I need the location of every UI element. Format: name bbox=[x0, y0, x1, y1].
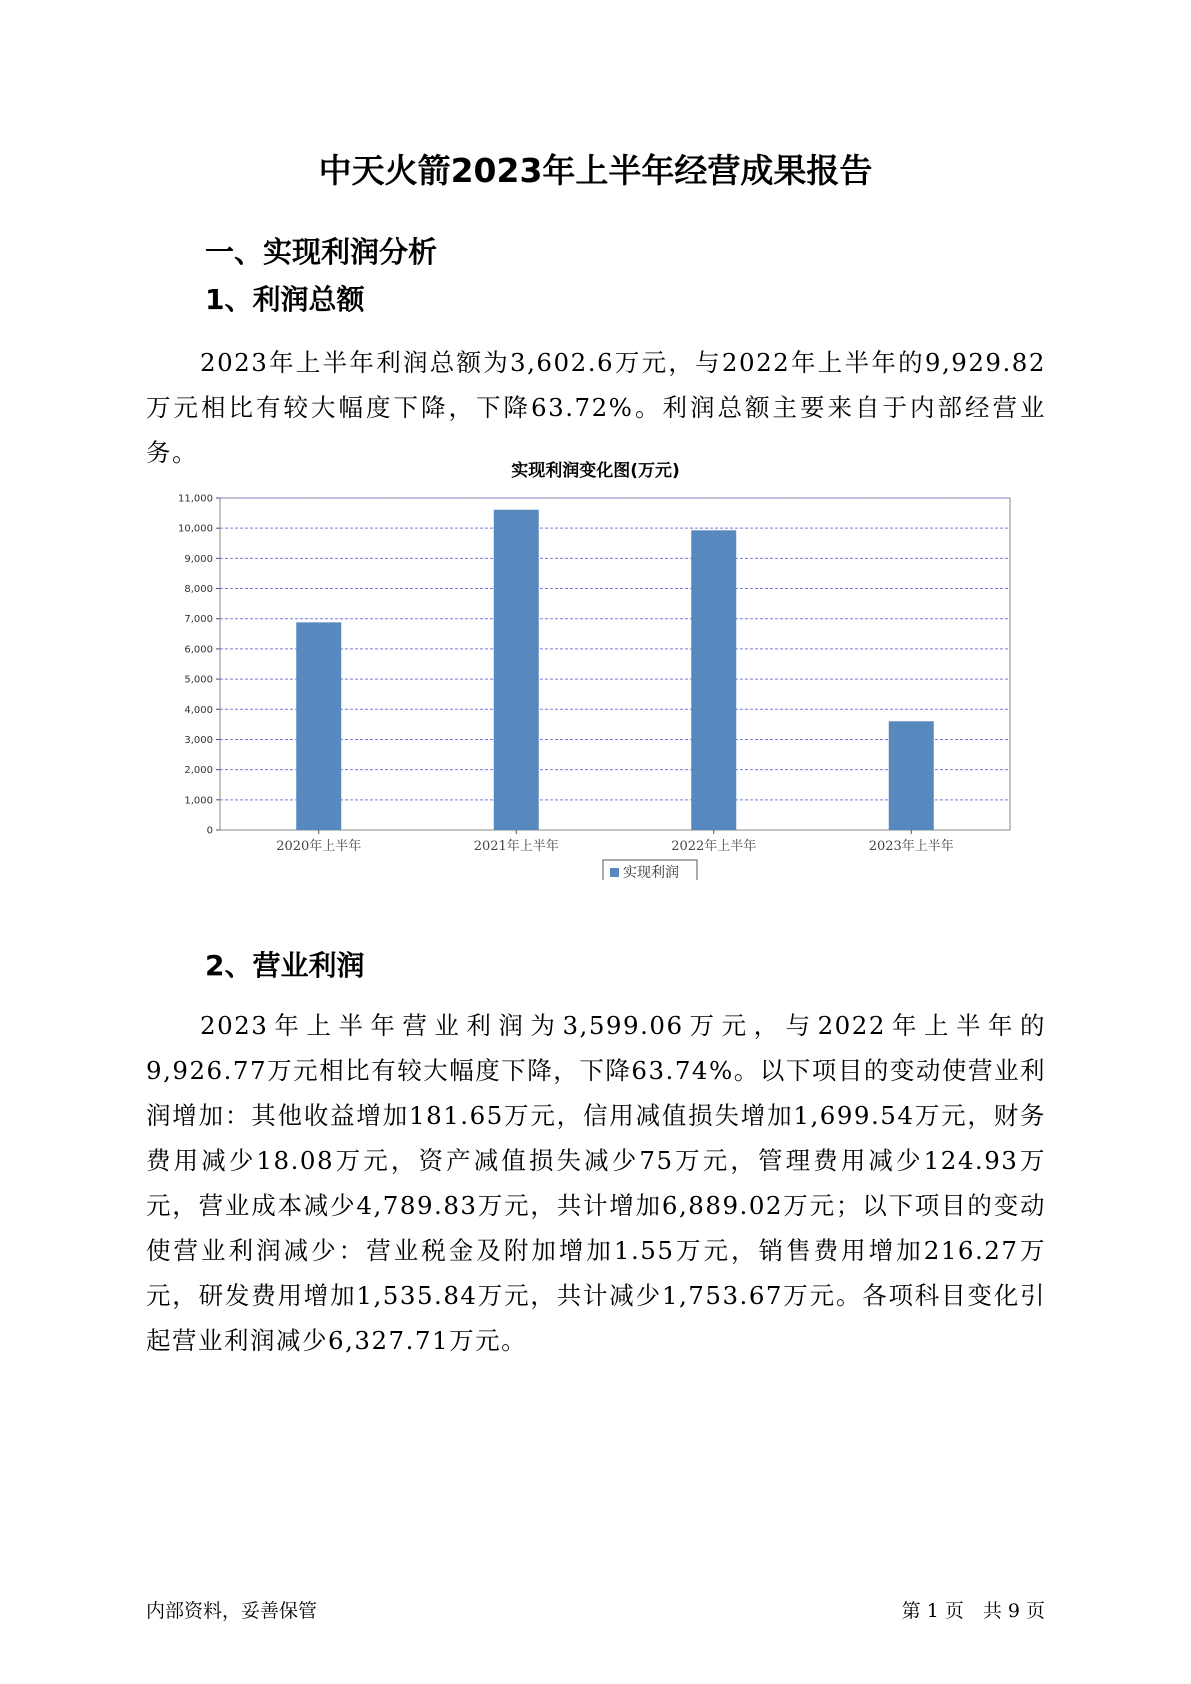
y-tick-label: 6,000 bbox=[184, 644, 213, 656]
y-tick-label: 2,000 bbox=[184, 765, 213, 777]
page-title: 中天火箭2023年上半年经营成果报告 bbox=[318, 151, 873, 190]
y-tick-label: 5,000 bbox=[184, 674, 213, 686]
x-tick-label: 2021年上半年 bbox=[473, 839, 559, 854]
x-tick-label: 2023年上半年 bbox=[868, 839, 954, 854]
y-tick-label: 0 bbox=[206, 825, 213, 837]
x-tick-label: 2020年上半年 bbox=[276, 839, 362, 854]
bar bbox=[889, 721, 934, 830]
subsection-heading-operating-profit: 2、营业利润 bbox=[205, 949, 365, 982]
x-tick-label: 2022年上半年 bbox=[671, 839, 757, 854]
profit-bar-chart bbox=[160, 490, 1040, 880]
bar bbox=[691, 530, 736, 830]
paragraph-total-profit: 2023年上半年利润总额为3,602.6万元，与2022年上半年的9,929.82万元相比有较大幅度下降，下降63.72%。利润总额主要来自于内部经营业务。 bbox=[146, 348, 1046, 467]
bar bbox=[296, 622, 341, 830]
legend-label: 实现利润 bbox=[623, 865, 679, 880]
y-tick-label: 3,000 bbox=[184, 734, 213, 746]
chart-title: 实现利润变化图(万元) bbox=[511, 461, 680, 481]
footer-confidential-note: 内部资料，妥善保管 bbox=[146, 1600, 318, 1622]
y-tick-label: 8,000 bbox=[184, 584, 213, 596]
y-tick-label: 7,000 bbox=[184, 614, 213, 626]
paragraph-operating-profit: 2023年上半年营业利润为3,599.06万元，与2022年上半年的9,926.77万元相比有较大幅度下降，下降63.74%。以下项目的变动使营业利润增加：其他收益增加181.65万元，信用减值损失增加1,699.54万元，财务费用减少18.08万元，资产减值损失减少75万元，管理费用减少124.93万元，营业成本减少4,789.83万元，共计增加6,889.02万元；以下项目的变动使营业利润减少：营业税金及附加增加1.55万元，销售费用增加216.27万元，研发费用增加1,535.84万元，共计减少1,753.67万元。各项科目变化引起营业利润减少6,327.71万元。 bbox=[146, 1011, 1046, 1355]
footer-page-number: 第 1 页 共 9 页 bbox=[901, 1600, 1045, 1622]
y-tick-label: 10,000 bbox=[178, 523, 213, 535]
y-tick-label: 9,000 bbox=[184, 553, 213, 565]
legend-swatch bbox=[610, 868, 619, 877]
subsection-heading-total-profit: 1、利润总额 bbox=[205, 283, 365, 316]
y-tick-label: 1,000 bbox=[184, 795, 213, 807]
y-tick-label: 4,000 bbox=[184, 704, 213, 716]
section-heading-profit-analysis: 一、实现利润分析 bbox=[205, 235, 438, 269]
bar bbox=[494, 510, 539, 830]
y-tick-label: 11,000 bbox=[178, 493, 213, 505]
